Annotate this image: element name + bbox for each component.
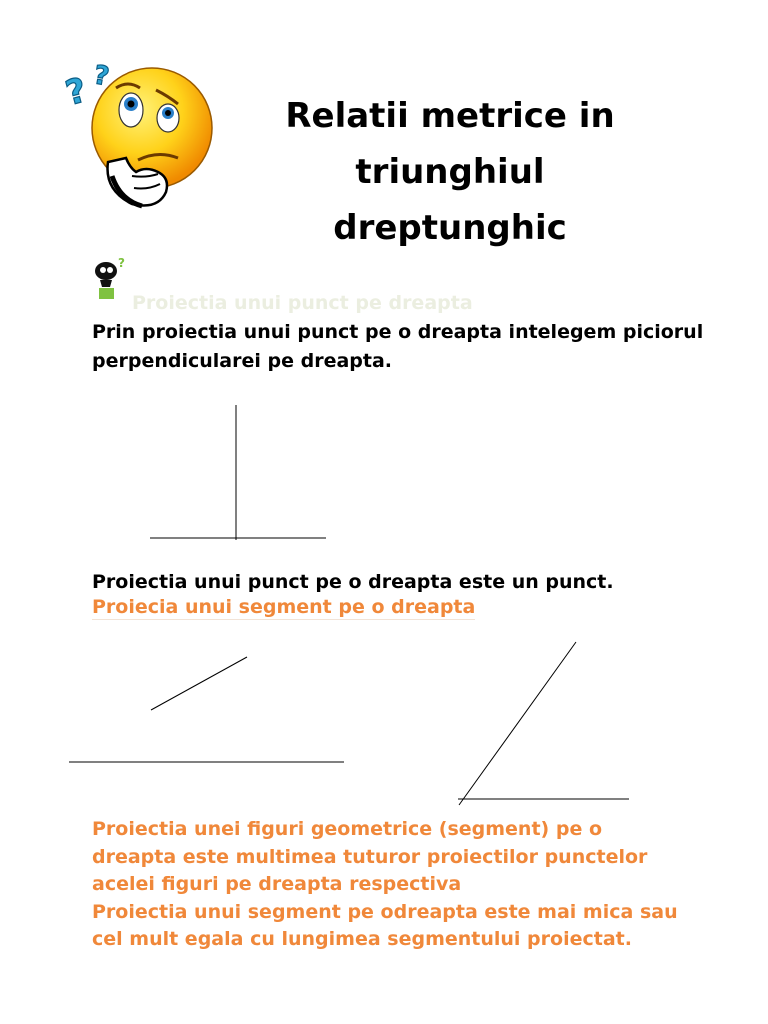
slanted-segment: [459, 642, 576, 805]
title-line-1: Relatii metrice in: [285, 96, 615, 136]
title-line-3: dreptunghic: [333, 208, 567, 248]
conclusion-paragraph-2: Proiectia unui segment pe odreapta este mai mica sau cel mult egala cu lungimea segmentului proiectat.: [92, 900, 678, 950]
svg-text:?: ?: [91, 60, 112, 93]
svg-text:?: ?: [61, 70, 91, 114]
conclusion-paragraph-1: Proiectia unei figuri geometrice (segment) pe o dreapta este multimea tuturor proiectilor punctelor acelei figuri pe dreapta respectiva: [92, 818, 648, 895]
section-heading-segment-projection: Proiecia unui segment pe o dreapta: [92, 596, 476, 618]
title-line-2: triunghiul: [355, 152, 545, 192]
conclusion-block: [92, 816, 692, 954]
svg-text:?: ?: [118, 256, 125, 270]
definition-text: Prin proiectia unui punct pe o dreapta intelegem piciorul perpendicularei pe dreapta.: [92, 321, 704, 372]
short-segment: [151, 657, 247, 710]
point-projection-statement: Proiectia unui punct pe o dreapta este un punct.: [92, 571, 614, 593]
section-heading-point-projection: Proiectia unui punct pe dreapta: [132, 292, 473, 314]
